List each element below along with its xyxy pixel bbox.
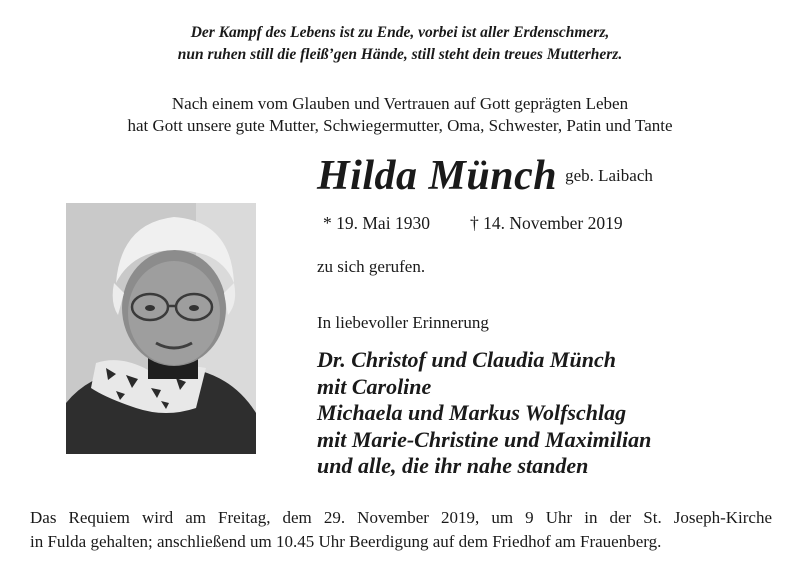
intro-text [0, 93, 800, 137]
requiem-notice [30, 506, 772, 554]
requiem-line: Das Requiem wird am Freitag, dem 29. November 2019, um 9 Uhr in der St. Joseph-Kirche [30, 508, 772, 527]
deceased-name: Hilda Münch [317, 153, 558, 199]
birth-name: geb. Laibach [565, 166, 653, 185]
mourner-line: Dr. Christof und Claudia Münch [317, 347, 616, 372]
portrait-photo-icon [66, 203, 256, 454]
remembrance-heading: In liebevoller Erinnerung [317, 313, 489, 332]
portrait-photo [66, 203, 256, 454]
birth-date: * 19. Mai 1930 [323, 213, 430, 233]
life-dates [323, 213, 623, 234]
motto-verse [0, 22, 800, 66]
motto-line: nun ruhen still die fleiß’gen Hände, still steht dein treues Mutterherz. [177, 46, 623, 63]
intro-line: Nach einem vom Glauben und Vertrauen auf Gott geprägten Leben [171, 94, 629, 113]
mourner-line: mit Marie-Christine und Maximilian [317, 426, 652, 452]
motto-line: Der Kampf des Lebens ist zu Ende, vorbei ist aller Erdenschmerz, [190, 24, 610, 41]
mourners-list [317, 347, 651, 480]
mourner-line: mit Caroline [317, 373, 432, 399]
deceased-name-line [317, 152, 653, 200]
death-date: † 14. November 2019 [469, 213, 623, 233]
intro-line: hat Gott unsere gute Mutter, Schwiegermutter, Oma, Schwester, Patin und Tante [127, 116, 673, 135]
called-home-text: zu sich gerufen. [317, 257, 426, 276]
mourner-line: Michaela und Markus Wolfschlag [317, 400, 627, 425]
requiem-line: in Fulda gehalten; anschließend um 10.45 Uhr Beerdigung auf dem Friedhof am Frauenberg. [30, 532, 662, 551]
mourner-line: und alle, die ihr nahe standen [317, 453, 589, 478]
